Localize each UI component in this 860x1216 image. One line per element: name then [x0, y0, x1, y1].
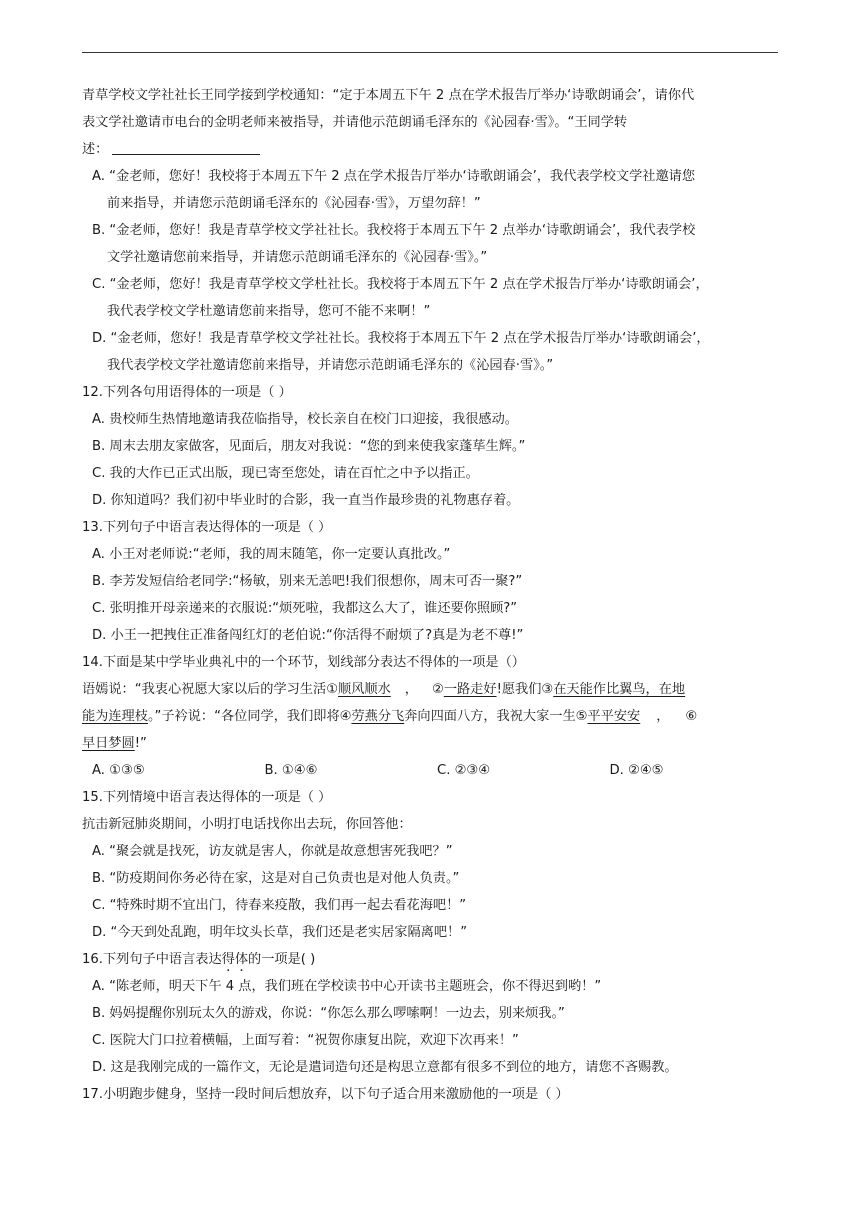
q14-option-c: C. ②③④ — [437, 763, 491, 778]
top-rule — [82, 52, 778, 53]
q15-option-c: C. “特殊时期不宜出门，待春来疫散，我们再一起去看花海吧！” — [92, 898, 467, 913]
intro-prompt: 述： — [82, 142, 109, 157]
q11-option-b: B. “金老师，您好！我是青草学校文学社社长。我校将于本周五下午 2 点举办‘诗歌朗诵会’，我代表学校 文学社邀请您前来指导，并请您示范朗诵毛泽东的《沁园春·雪》。” — [92, 223, 696, 265]
q12-option-d: D. 你知道吗？我们初中毕业时的合影，我一直当作最珍贵的礼物惠存着。 — [92, 493, 520, 508]
underlined-phrase-3: 在天能作比翼鸟，在地 — [553, 682, 686, 697]
q16-stem: 16.下列句子中语言表达得体的一项是( ) — [82, 952, 316, 967]
emphasis-dot-char-2: 体 — [234, 952, 249, 967]
underlined-phrase-3-cont: 能为连理枝 — [82, 709, 148, 724]
q13-stem: 13.下列句子中语言表达得体的一项是（ ） — [82, 520, 332, 535]
q12-stem: 12.下列各句用语得体的一项是（ ） — [82, 385, 292, 400]
underlined-phrase-4: 劳燕分飞 — [351, 709, 405, 724]
underlined-phrase-2: 一路走好 — [443, 682, 497, 697]
q13-option-a: A. 小王对老师说:“老师，我的周末随笔，你一定要认真批改。” — [92, 547, 451, 562]
marker-6: ⑥ — [685, 709, 698, 724]
q14-stem: 14.下面是某中学毕业典礼中的一个环节，划线部分表达不得体的一项是（） — [82, 655, 525, 670]
q14-passage-line-3: 早日梦圆!” — [82, 736, 147, 751]
q13-option-d: D. 小王一把拽住正准备闯红灯的老伯说:“你活得不耐烦了?真是为老不尊!” — [92, 628, 524, 643]
q13-option-b: B. 李芳发短信给老同学:“杨敏，别来无恙吧!我们很想你，周末可否一聚?” — [92, 574, 523, 589]
intro-line-1: 青草学校文学社社长王同学接到学校通知：“定于本周五下午 2 点在学术报告厅举办‘诗歌朗诵会’，请你代 — [82, 88, 695, 103]
q11-option-d: D. “金老师，您好！我是青草学校文学社社长。我校将于本周五下午 2 点在学术报告厅举办‘诗歌朗诵会’， 我代表学校文学社邀请您前来指导，并请您示范朗诵毛泽东的《沁园春·雪》。” — [92, 331, 710, 373]
marker-5: ⑤ — [575, 709, 588, 724]
q14-option-d: D. ②④⑤ — [609, 763, 664, 778]
answer-blank[interactable] — [112, 140, 260, 155]
q16-option-a: A. “陈老师，明天下午 4 点，我们班在学校读书中心开读书主题班会，你不得迟到哟！” — [92, 979, 602, 994]
q16-option-d: D. 这是我刚完成的一篇作文，无论是遣词造句还是构思立意都有很多不到位的地方，请您不吝赐教。 — [92, 1060, 678, 1075]
q15-option-b: B. “防疫期间你务必待在家，这是对自己负责也是对他人负责。” — [92, 871, 460, 886]
exam-page — [82, 82, 782, 1108]
underlined-phrase-6: 早日梦圆 — [82, 736, 135, 751]
q15-context: 抗击新冠肺炎期间，小明打电话找你出去玩，你回答他： — [82, 817, 412, 832]
q12-option-a: A. 贵校师生热情地邀请我莅临指导，校长亲自在校门口迎接，我很感动。 — [92, 412, 518, 427]
q13-option-c: C. 张明推开母亲递来的衣服说:“烦死啦，我都这么大了，谁还要你照顾?” — [92, 601, 518, 616]
intro-line-3 — [82, 136, 782, 163]
underlined-phrase-1: 顺风顺水 — [338, 682, 391, 697]
q15-option-d: D. “今天到处乱跑，明年坟头长草，我们还是老实居家隔离吧！” — [92, 925, 468, 940]
intro-line-2: 表文学社邀请市电台的金明老师来被指导，并请他示范朗诵毛泽东的《沁园春·雪》。“王同学转 — [82, 115, 628, 130]
marker-3: ③ — [541, 682, 554, 697]
q14-option-b: B. ①④⑥ — [264, 763, 318, 778]
q11-option-a: A. “金老师，您好！我校将于本周五下午 2 点在学术报告厅举办‘诗歌朗诵会’，我代表学校文学社邀请您 前来指导，并请您示范朗诵毛泽东的《沁园春·雪》，万望勿辞！” — [92, 169, 696, 211]
marker-1: ① — [326, 682, 339, 697]
emphasis-dot-char-1: 得 — [221, 952, 235, 967]
q14-passage-line-1: 语嫣说：“我衷心祝愿大家以后的学习生活①顺风顺水 ， ②一路走好!愿我们③在天能作比翼鸟，在地 — [82, 682, 686, 697]
q11-option-c: C. “金老师，您好！我是青草学校文学杜社长。我校将于本周五下午 2 点在学术报告厅举办‘诗歌朗诵会’， 我代表学校文学杜邀请您前来指导，您可不能不来啊！” — [92, 277, 709, 319]
q14-passage-line-2: 能为连理枝。”子衿说：“各位同学，我们即将④劳燕分飞奔向四面八方，我祝大家一生⑤平平安安 ， ⑥ — [82, 709, 698, 724]
q12-option-c: C. 我的大作已正式出版，现已寄至您处，请在百忙之中予以指正。 — [92, 466, 479, 481]
marker-2: ② — [431, 682, 444, 697]
q16-option-c: C. 医院大门口拉着横幅，上面写着：“祝贺你康复出院，欢迎下次再来！” — [92, 1033, 519, 1048]
q12-option-b: B. 周末去朋友家做客，见面后，朋友对我说：“您的到来使我家蓬荜生辉。” — [92, 439, 526, 454]
underlined-phrase-5: 平平安安 — [587, 709, 641, 724]
q15-option-a: A. “聚会就是找死，访友就是害人，你就是故意想害死我吧？” — [92, 844, 453, 859]
q17-stem: 17.小明跑步健身，坚持一段时间后想放弃，以下句子适合用来激励他的一项是（ ） — [82, 1087, 569, 1102]
marker-4: ④ — [339, 709, 352, 724]
q15-stem: 15.下列情境中语言表达得体的一项是（ ） — [82, 790, 332, 805]
q14-options — [82, 757, 782, 784]
q14-option-a: A. ①③⑤ — [92, 763, 145, 778]
q16-option-b: B. 妈妈提醒你别玩太久的游戏，你说：“你怎么那么啰嗦啊！一边去，别来烦我。” — [92, 1006, 565, 1021]
